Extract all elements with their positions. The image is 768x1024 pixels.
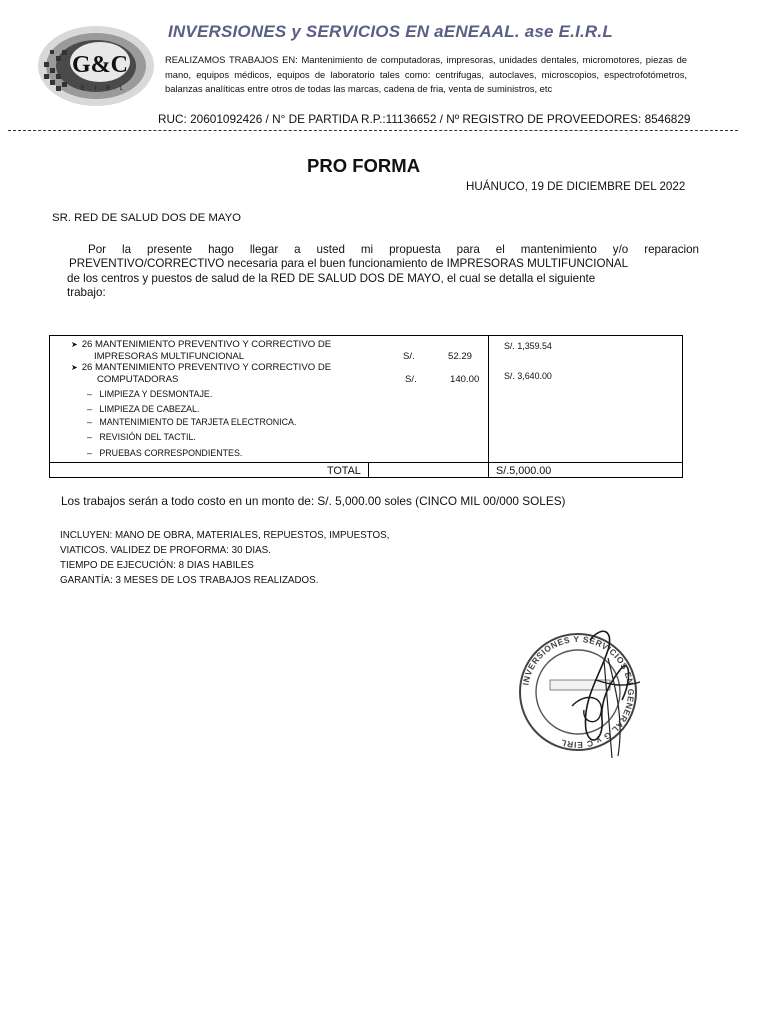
logo-text: G&C [72, 52, 128, 78]
item-description-cont: COMPUTADORAS [97, 374, 179, 385]
total-sentence: Los trabajos serán a todo costo en un monto de: S/. 5,000.00 soles (CINCO MIL 00/000 SOLES) [61, 494, 566, 508]
item-description: ➤ 26 MANTENIMIENTO PREVENTIVO Y CORRECTIVO DE [71, 362, 332, 373]
document-title: PRO FORMA [307, 155, 421, 176]
table-divider [368, 462, 369, 477]
company-seal-and-signature [512, 620, 662, 760]
sub-item: – PRUEBAS CORRESPONDIENTES. [87, 448, 243, 458]
ruc-registration-line: RUC: 20601092426 / N° DE PARTIDA R.P.:11136652 / Nº REGISTRO DE PROVEEDORES: 8546829 [158, 112, 691, 126]
table-divider [50, 462, 682, 463]
item-currency: S/. [405, 374, 417, 385]
sub-item: – REVISIÓN DEL TACTIL. [87, 432, 196, 442]
item-currency: S/. [403, 351, 415, 362]
sub-item: – LIMPIEZA Y DESMONTAJE. [87, 389, 213, 399]
condition-line: TIEMPO DE EJECUCIÓN: 8 DIAS HABILES [60, 560, 254, 571]
item-unit-price: 52.29 [448, 351, 473, 362]
intro-paragraph [69, 243, 699, 301]
condition-line: GARANTÍA: 3 MESES DE LOS TRABAJOS REALIZADOS. [60, 575, 319, 586]
total-value: S/.5,000.00 [496, 465, 552, 477]
intro-line: Por la presente hago llegar a usted mi propuesta para el mantenimiento y/o reparacion [88, 243, 699, 256]
logo-subtext: E.I.R.L [80, 86, 128, 92]
sub-item: – LIMPIEZA DE CABEZAL. [87, 404, 200, 414]
intro-line: de los centros y puestos de salud de la RED DE SALUD DOS DE MAYO, el cual se detalla el siguiente [67, 271, 596, 285]
item-description: ➤ 26 MANTENIMIENTO PREVENTIVO Y CORRECTIVO DE [71, 339, 332, 350]
services-description: REALIZAMOS TRABAJOS EN: Mantenimiento de computadoras, impresoras, unidades dentales, micromotores, piezas de mano, equipos médicos, equipos de laboratorio tales como: centrifugas, autoclaves, microscopios, espectrofotómetros, balanzas analíticas entre otros de todas las marcas, cadena de fria, venta de suministros, etc [165, 54, 687, 95]
company-name: INVERSIONES y SERVICIOS EN aENEAAL. ase E.I.R.L [168, 22, 613, 41]
item-description-cont: IMPRESORAS MULTIFUNCIONAL [94, 351, 245, 362]
condition-line: INCLUYEN: MANO DE OBRA, MATERIALES, REPUESTOS, IMPUESTOS, [60, 530, 390, 541]
table-divider [488, 336, 489, 477]
header-divider [8, 130, 738, 131]
item-subtotal: S/. 1,359.54 [504, 341, 552, 351]
recipient: SR. RED DE SALUD DOS DE MAYO [52, 212, 242, 224]
total-label: TOTAL [327, 465, 361, 477]
arrow-bullet-icon: ➤ [71, 363, 78, 372]
svg-text:INVERSIONES Y SERVICIOS EN GEN: INVERSIONES Y SERVICIOS EN GENERAL G y C EIRL [520, 633, 637, 751]
company-logo [30, 22, 155, 110]
conditions-block [60, 528, 389, 588]
sub-item: – MANTENIMIENTO DE TARJETA ELECTRONICA. [87, 417, 297, 427]
document-date: HUÁNUCO, 19 DE DICIEMBRE DEL 2022 [466, 180, 686, 193]
intro-line: trabajo: [67, 286, 106, 300]
quote-table [49, 335, 683, 478]
condition-line: VIATICOS. VALIDEZ DE PROFORMA: 30 DIAS. [60, 545, 271, 556]
intro-line: PREVENTIVO/CORRECTIVO necesaria para el buen funcionamiento de IMPRESORAS MULTIFUNCIONAL [69, 257, 629, 271]
arrow-bullet-icon: ➤ [71, 340, 78, 349]
item-unit-price: 140.00 [450, 374, 480, 385]
item-subtotal: S/. 3,640.00 [504, 371, 552, 381]
